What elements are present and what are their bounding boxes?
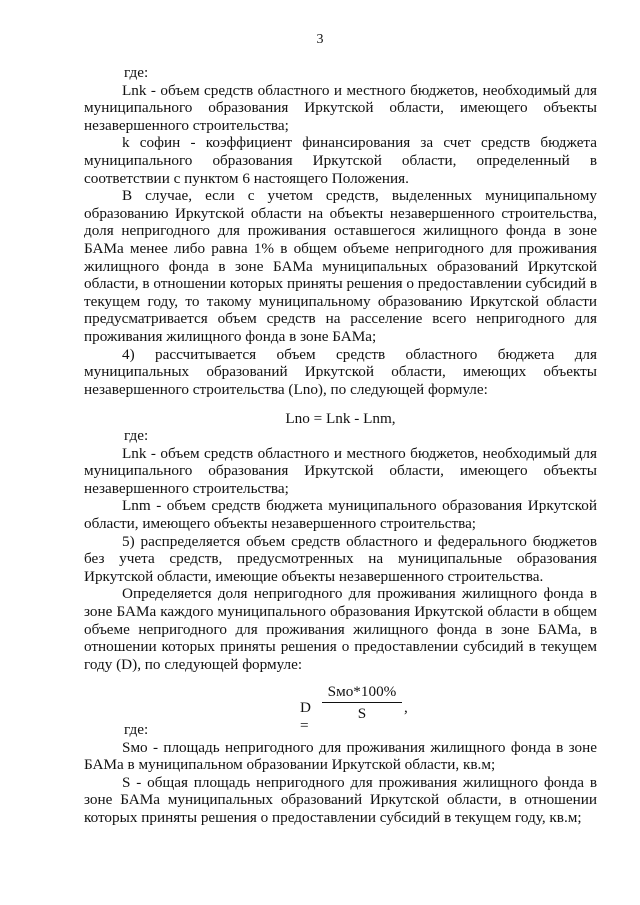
section-2 bbox=[84, 427, 597, 673]
share-paragraph: Определяется доля непригодного для проживания жилищного фонда в зоне БАМа каждого муниципального образования Иркутской области в общем объеме непригодного для проживания жилищного фонда в зоне БАМа, в отношении которых приняты решения о предоставлении субсидий в текущем году (D), по следующей формуле: bbox=[84, 585, 597, 673]
formula-d-lhs: D = bbox=[300, 699, 311, 734]
where-label: где: bbox=[124, 64, 149, 81]
lnm-definition: Lnm - объем средств бюджета муниципального образования Иркутской области, имеющего объекты незавершенного строительства; bbox=[84, 497, 597, 532]
where-label: где: bbox=[124, 427, 149, 444]
ksofin-definition: k софин - коэффициент финансирования за счет средств бюджета муниципального образования Иркутской области, определенный в соответствии с пунктом 6 настоящего Положения. bbox=[84, 134, 597, 187]
smo-definition: Sмо - площадь непригодного для проживания жилищного фонда в зоне БАМа в муниципальном образовании Иркутской области, кв.м; bbox=[84, 738, 597, 774]
formula-d-comma: , bbox=[404, 699, 408, 716]
case-paragraph: В случае, если с учетом средств, выделенных муниципальному образованию Иркутской области на объекты незавершенного строительства, доля непригодного для проживания оставшегося жилищного фонда в зоне БАМа менее либо равна 1% в общем объеме непригодного для проживания жилищного фонда в зоне БАМа муниципальных образований Иркутской области, в отношении которых приняты решения о предоставлении субсидий в текущем году, то такому муниципальному образованию Иркутской области предусматривается объем средств на расселение всего непригодного для проживания жилищного фонда в зоне БАМа; bbox=[84, 187, 597, 345]
section-3 bbox=[84, 721, 597, 827]
where-label: где: bbox=[124, 721, 149, 738]
item-4-paragraph: 4) рассчитывается объем средств областного бюджета для муниципальных образований Иркутской области, имеющих объекты незавершенного строительства (Lno), по следующей формуле: bbox=[84, 345, 597, 398]
fraction-numerator: Sмо*100% bbox=[322, 683, 402, 703]
item-5-paragraph: 5) распределяется объем средств областного и федерального бюджетов без учета средств, предусмотренных на муниципальные образования Иркутской области, имеющие объекты незавершенного строительства. bbox=[84, 532, 597, 585]
page-number: 3 bbox=[316, 32, 324, 47]
fraction bbox=[322, 683, 402, 722]
section-1 bbox=[84, 64, 597, 398]
fraction-denominator: S bbox=[357, 704, 367, 722]
formula-lno: Lno = Lnk - Lnm, bbox=[285, 410, 396, 427]
lnk-definition: Lnk - объем средств областного и местного бюджетов, необходимый для муниципального образования Иркутской области, имеющего объекты незавершенного строительства; bbox=[84, 81, 597, 134]
s-definition: S - общая площадь непригодного для проживания жилищного фонда в зоне БАМа муниципальных образований Иркутской области, в отношении которых приняты решения о предоставлении субсидий в текущем году, кв.м; bbox=[84, 773, 597, 826]
lnk-definition: Lnk - объем средств областного и местного бюджетов, необходимый для муниципального образования Иркутской области, имеющего объекты незавершенного строительства; bbox=[84, 444, 597, 497]
